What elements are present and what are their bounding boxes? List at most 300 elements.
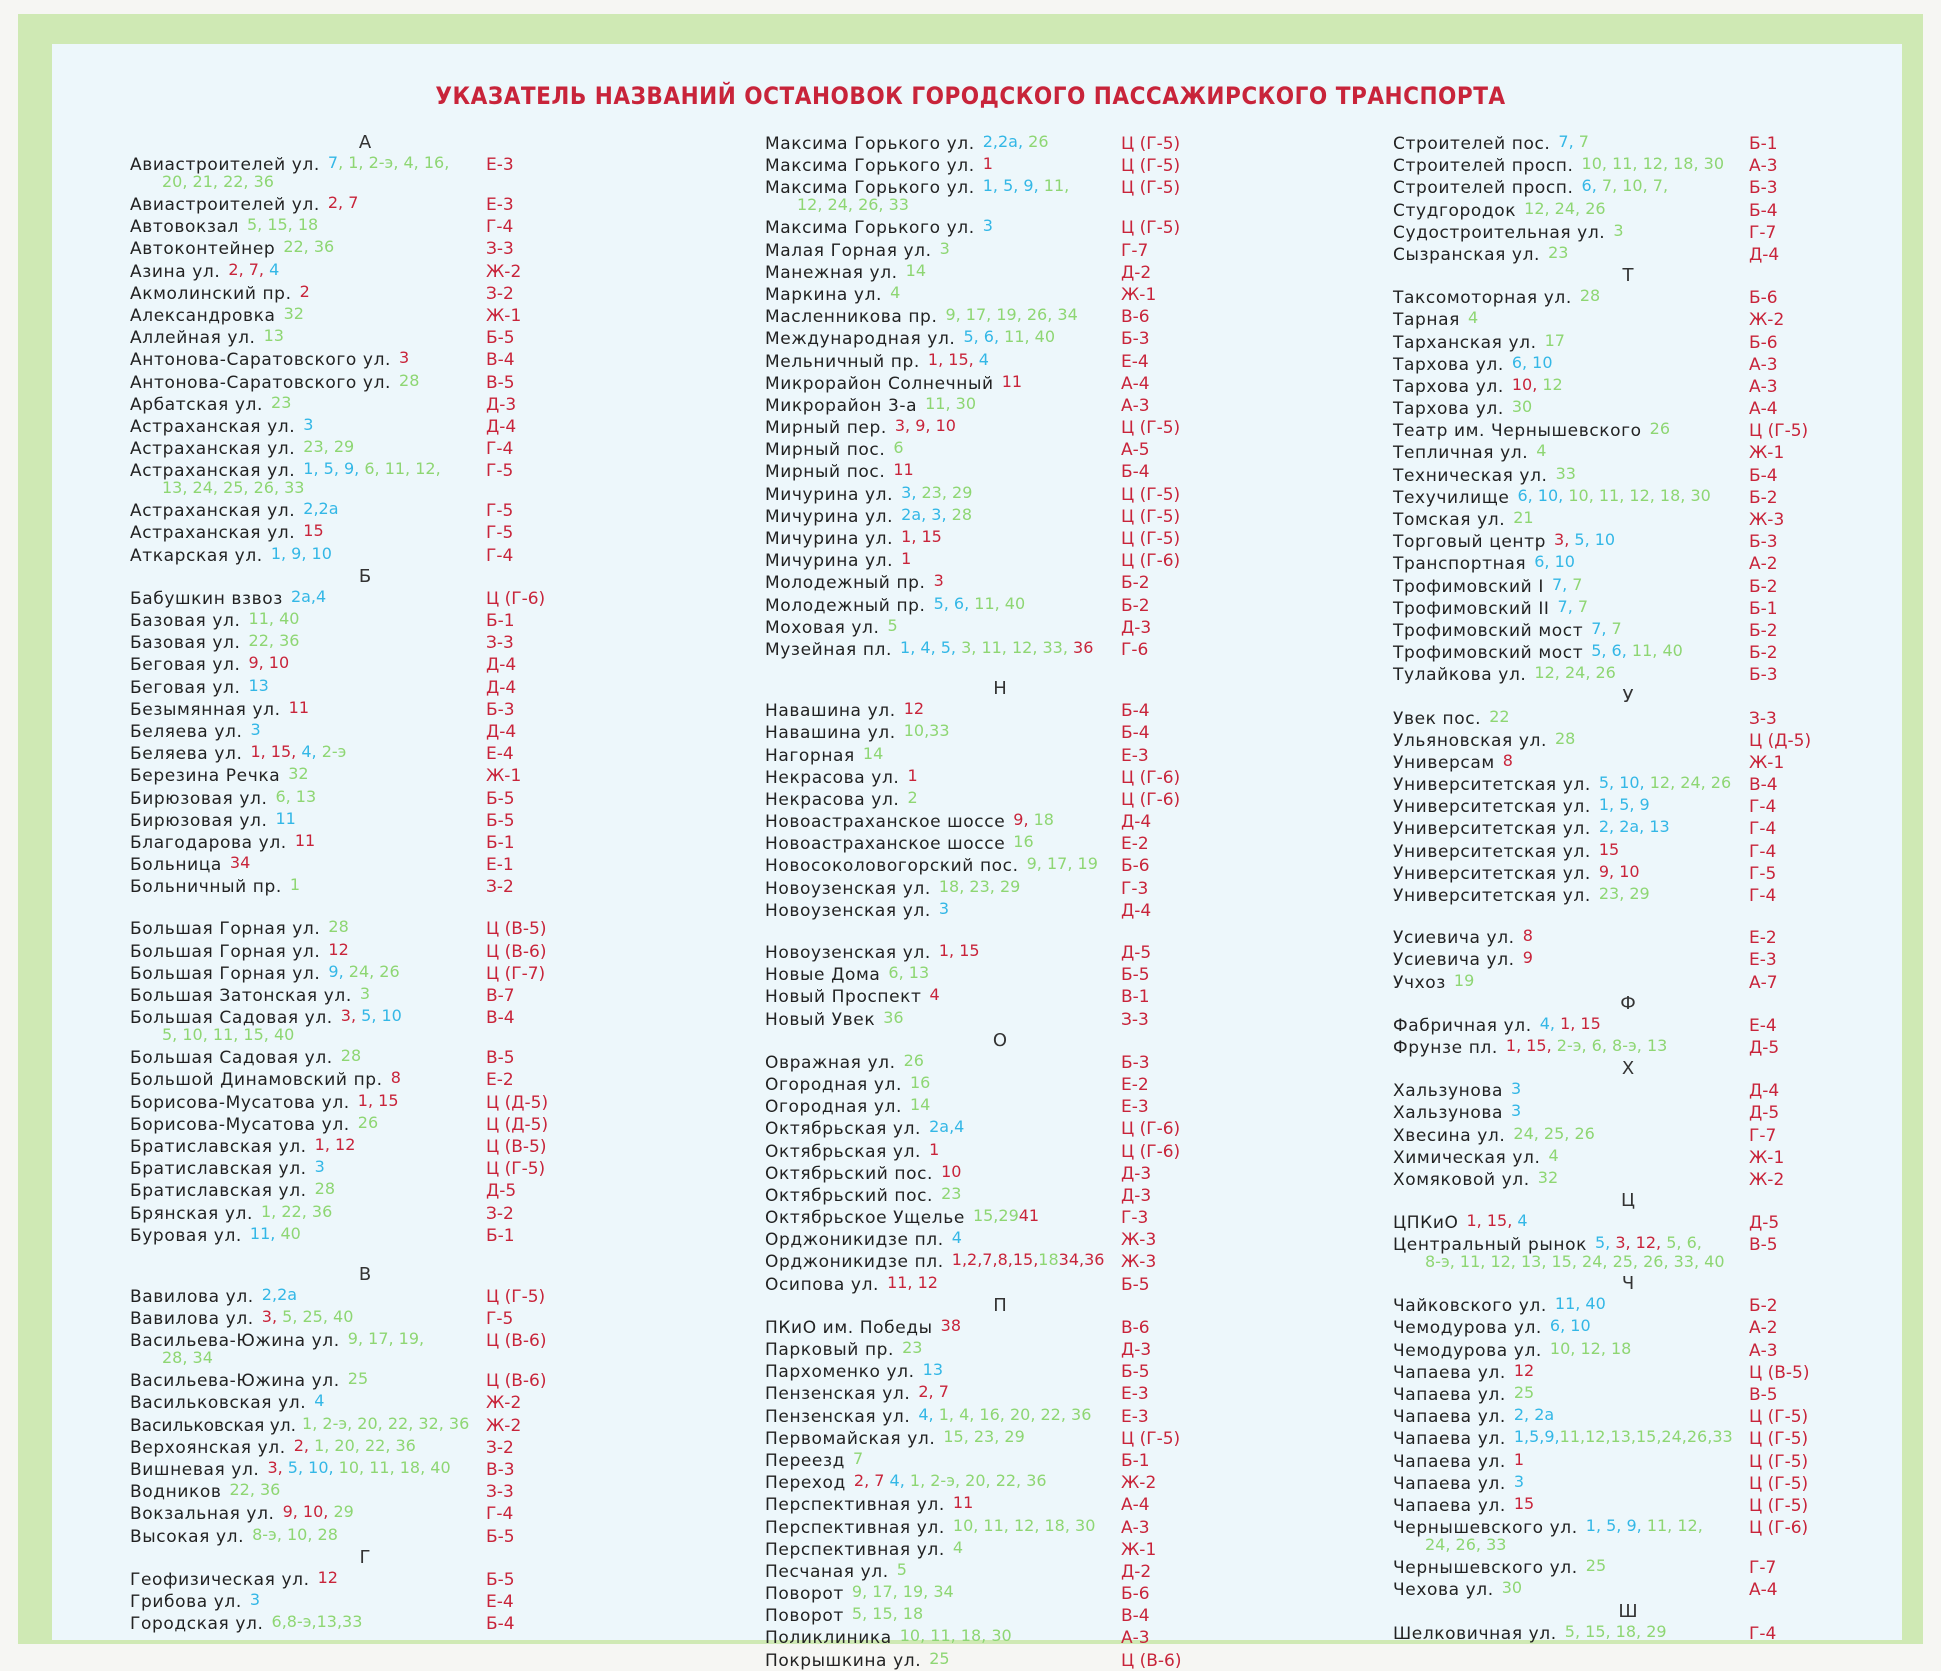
route-list: [1554, 530, 1615, 549]
stop-name: Астраханская ул.: [130, 416, 296, 437]
map-square: В-1: [1121, 987, 1150, 1008]
route-number: 5: [887, 615, 898, 635]
route-number: 1, 9, 10: [270, 543, 332, 563]
stop-entry: [130, 631, 600, 653]
route-list: [1556, 464, 1576, 483]
stop-entry: [1393, 707, 1863, 729]
stop-entry: [130, 1568, 600, 1590]
stop-name: Максима Горького ул.: [765, 218, 975, 239]
route-list: [1536, 441, 1546, 460]
route-list: [272, 1612, 363, 1631]
stop-name: Поворот: [765, 1584, 844, 1605]
stop-name: Астраханская ул.: [130, 461, 296, 482]
route-list: [1580, 286, 1600, 305]
stop-name: Грибова ул.: [130, 1591, 242, 1612]
stop-name: Трофимовский II: [1393, 598, 1550, 619]
route-list: [328, 917, 348, 936]
route-list: [953, 1516, 1095, 1535]
stop-name: Буровая ул.: [130, 1225, 242, 1246]
map-square: А-3: [1749, 1340, 1778, 1361]
stop-entry: [1393, 840, 1863, 862]
stop-name: Водников: [130, 1482, 222, 1503]
stop-entry: [130, 653, 600, 675]
route-list: [290, 875, 300, 894]
route-number: 2, 7,: [228, 259, 265, 279]
stop-name: Моховая ул.: [765, 617, 880, 638]
route-number: 40: [275, 1223, 301, 1243]
stop-entry: [1393, 1014, 1863, 1036]
map-square: Д-3: [486, 394, 517, 415]
stop-entry: [1393, 1233, 1863, 1273]
route-list: [1595, 1233, 1702, 1252]
stop-name: Некрасова ул.: [765, 767, 900, 788]
stop-name: Новый Увек: [765, 1009, 876, 1030]
stop-entry: [765, 963, 1235, 985]
stop-entry: [765, 438, 1235, 460]
map-square: Ц (Д-5): [486, 1092, 549, 1113]
route-list: [910, 1095, 930, 1114]
map-square: Ц (Г-5): [1749, 1407, 1809, 1428]
map-square: Г-5: [486, 523, 514, 544]
map-square: Ц (Г-5): [1121, 529, 1181, 549]
route-number: 5, 10,: [1598, 773, 1645, 793]
route-list: [925, 394, 976, 413]
route-number: 14: [909, 1095, 931, 1115]
stop-entry: [765, 985, 1235, 1007]
route-number: 1: [1513, 1449, 1525, 1469]
route-number: 10,33: [903, 721, 950, 741]
route-number: 11,: [249, 1223, 276, 1243]
stop-entry: [765, 483, 1235, 505]
route-number: 11: [1001, 371, 1023, 391]
route-number: 4,: [1539, 1013, 1555, 1033]
route-list: [303, 415, 313, 434]
stop-name: Переезд: [765, 1450, 845, 1471]
stop-entry: [765, 1073, 1235, 1095]
stop-entry: [765, 1626, 1235, 1648]
stop-name: Чемодурова ул.: [1393, 1318, 1542, 1339]
route-list: [283, 1502, 354, 1521]
stop-name: Октябрьское Ущелье: [765, 1208, 965, 1229]
stop-name: Максима Горького ул.: [765, 134, 975, 154]
route-list: [318, 1568, 338, 1587]
map-square: Д-5: [1749, 1103, 1780, 1124]
route-list: [852, 1582, 954, 1601]
map-square: Ж-2: [486, 1415, 522, 1436]
route-list: [341, 1006, 402, 1025]
map-square: Б-1: [486, 611, 515, 631]
map-square: В-5: [1749, 1235, 1778, 1256]
stop-name: Мирный пос.: [765, 462, 886, 483]
stop-entry: [765, 899, 1235, 921]
route-list: [910, 1073, 930, 1092]
map-square: Е-3: [1121, 745, 1149, 766]
route-list: [900, 638, 1093, 657]
stop-entry: [130, 609, 600, 631]
stop-name: Новоастраханское шоссе: [765, 812, 1006, 833]
route-number: 5, 6,: [963, 327, 1000, 347]
route-number: 3: [399, 348, 410, 368]
stop-entry: [765, 372, 1235, 394]
stop-name: Чайковского ул.: [1393, 1296, 1547, 1317]
route-number: 11, 12,: [1641, 1516, 1703, 1536]
route-list-continued: [162, 1025, 294, 1044]
route-number: 7: [327, 153, 339, 172]
route-number: 9, 10: [1598, 861, 1640, 881]
stop-entry: [130, 764, 600, 786]
route-list: [983, 216, 993, 235]
section-letter: Н: [993, 678, 1007, 700]
stop-name: Техучилище: [1393, 487, 1510, 508]
stop-name: Беговая ул.: [130, 677, 241, 698]
section-letter: Ш: [1618, 1600, 1638, 1622]
map-square: Ж-3: [1749, 510, 1785, 530]
map-square: Ц (Г-7): [486, 963, 546, 984]
route-list: [248, 676, 268, 695]
map-square: Ж-1: [1749, 443, 1785, 464]
route-list: [1514, 1361, 1534, 1380]
stop-entry: [130, 1285, 600, 1307]
route-number: 7,: [1591, 618, 1607, 638]
route-number: 11: [275, 808, 296, 828]
stop-entry: [130, 1414, 600, 1436]
map-square: З-3: [486, 633, 514, 654]
stop-entry: [765, 766, 1235, 788]
stop-name: Увек пос.: [1393, 708, 1482, 729]
route-number: 22, 36: [229, 1480, 281, 1500]
route-list: [302, 1414, 469, 1433]
stop-name: Бирюзовая ул.: [130, 810, 268, 831]
route-number: 7: [1572, 596, 1589, 616]
stop-entry: [130, 544, 600, 566]
stop-entry: [765, 810, 1235, 832]
map-square: Ж-1: [1749, 1147, 1785, 1168]
route-list: [328, 962, 399, 981]
stop-name: Аллейная ул.: [130, 328, 256, 349]
route-number: 2-э, 6, 8-э, 13: [1551, 1035, 1668, 1055]
stop-name: Чапаева ул.: [1393, 1407, 1506, 1428]
stop-entry: [765, 154, 1235, 176]
stop-entry: [130, 1224, 600, 1246]
stop-name: Антонова-Саратовского ул.: [130, 350, 392, 371]
map-square: Ц (Д-5): [1749, 730, 1812, 751]
section-letter: П: [993, 1294, 1007, 1316]
map-square: Е-3: [486, 195, 514, 215]
route-list: [1514, 1494, 1534, 1513]
route-number: 6, 11, 12,: [359, 459, 441, 479]
map-square: Е-4: [1121, 351, 1149, 372]
stop-entry: [130, 787, 600, 809]
stop-entry: [1393, 464, 1863, 486]
route-number: 2а, 3,: [901, 504, 947, 524]
route-number: 34,36: [1058, 1250, 1105, 1270]
map-square: Г-4: [1749, 841, 1777, 862]
map-square: З-3: [486, 239, 514, 260]
stop-entry: [765, 327, 1235, 349]
route-number: 1, 15: [901, 527, 942, 546]
stop-name: Университетская ул.: [1393, 841, 1591, 862]
map-square: А-4: [1749, 399, 1778, 420]
route-number: 23: [271, 392, 292, 412]
route-number: 5, 6,: [1591, 641, 1627, 661]
route-number: 1, 12: [314, 1134, 356, 1154]
route-number: 24, 25, 26: [1513, 1123, 1595, 1143]
stop-entry: [765, 1538, 1235, 1560]
stop-name: Хальзунова: [1393, 1103, 1504, 1124]
route-number: 1, 4, 5,: [900, 637, 956, 657]
route-list: [941, 1316, 961, 1335]
stop-name: Огородная ул.: [765, 1074, 902, 1095]
stop-entry: [1393, 1556, 1863, 1578]
route-number: 4: [929, 985, 940, 1005]
route-list: [275, 809, 295, 828]
stop-name: Ульяновская ул.: [1393, 730, 1547, 751]
route-number: 11, 40: [248, 609, 300, 628]
route-number: 18, 23, 29: [938, 876, 1021, 896]
map-square: Б-4: [1121, 701, 1150, 722]
route-number: 17: [1544, 330, 1565, 350]
stop-entry: [130, 1006, 600, 1046]
route-list: [923, 1360, 943, 1379]
stop-entry: [765, 1206, 1235, 1228]
route-number: 8-э, 10, 28: [252, 1524, 338, 1544]
route-number: 1, 2-э, 20, 22, 36: [904, 1471, 1047, 1491]
route-list: [893, 460, 913, 479]
stop-entry: [765, 1140, 1235, 1162]
route-list: [1466, 1211, 1527, 1230]
stop-name: Большая Садовая ул.: [130, 1008, 333, 1029]
route-list: [262, 1307, 354, 1326]
map-square: В-4: [1121, 1606, 1150, 1627]
stop-name: Международная ул.: [765, 329, 956, 350]
stop-name: Манежная ул.: [765, 262, 898, 283]
stop-entry: [1393, 1124, 1863, 1146]
map-square: Г-4: [486, 545, 514, 566]
route-list: [1514, 1472, 1524, 1491]
stop-entry: [130, 153, 600, 193]
stop-entry: [130, 1202, 600, 1224]
map-square: Ц (Г-6): [1121, 1141, 1181, 1162]
stop-entry: [765, 638, 1235, 660]
stop-name: Университетская ул.: [1393, 819, 1591, 840]
stop-entry: [1393, 508, 1863, 530]
map-square: Е-3: [1121, 1384, 1149, 1405]
route-number: 5, 15, 18, 29: [1564, 1621, 1667, 1641]
stop-name: Арбатская ул.: [130, 394, 264, 415]
stop-name: Парковый пр.: [765, 1340, 895, 1360]
route-list: [893, 438, 903, 457]
route-number: 1, 5, 9,: [1585, 1516, 1642, 1536]
section-letter: Ф: [1620, 992, 1636, 1014]
stop-name: Максима Горького ул.: [765, 178, 975, 199]
route-list: [295, 831, 315, 850]
stop-entry: [130, 1046, 600, 1068]
stop-name: Авиастроителей ул.: [130, 195, 320, 215]
route-list: [887, 1273, 938, 1292]
map-square: В-5: [1749, 1385, 1778, 1405]
stop-entry: [1393, 286, 1863, 308]
stop-name: Чапаева ул.: [1393, 1429, 1506, 1450]
route-list: [360, 984, 370, 1003]
map-square: В-4: [486, 350, 515, 371]
route-list: [941, 1162, 961, 1181]
stop-name: Беговая ул.: [130, 655, 241, 676]
route-number: 11: [952, 1493, 974, 1513]
stop-entry: [130, 1157, 600, 1179]
route-number: 26: [903, 1050, 924, 1070]
map-square: З-2: [486, 877, 514, 898]
stop-entry: [130, 348, 600, 370]
stop-entry: [765, 877, 1235, 899]
stop-name: Благодарова ул.: [130, 832, 287, 853]
stop-name: Музейная пл.: [765, 639, 893, 660]
stop-name: Навашина ул.: [765, 701, 896, 722]
stop-entry: [1393, 663, 1863, 685]
index-column-2: [765, 132, 1235, 1671]
stop-name: Вавилова ул.: [130, 1286, 254, 1307]
map-square: З-3: [486, 1482, 514, 1503]
stop-entry: [765, 460, 1235, 482]
stop-entry: [1393, 353, 1863, 375]
stop-name: Университетская ул.: [1393, 886, 1591, 906]
stop-name: Больница: [130, 855, 222, 876]
map-square: Г-5: [1749, 863, 1777, 884]
route-number: 2: [299, 281, 310, 301]
stop-name: Астраханская ул.: [130, 523, 296, 544]
route-number: 8-э, 11, 12, 13, 15, 24, 25, 26, 33, 40: [1425, 1252, 1725, 1272]
stop-name: Азина ул.: [130, 261, 221, 282]
route-list: [275, 787, 316, 806]
map-square: Д-4: [1121, 812, 1152, 833]
map-square: Ж-2: [1749, 310, 1785, 331]
route-number: 6, 10,: [1517, 485, 1564, 505]
stop-entry: [765, 616, 1235, 638]
map-square: Е-1: [486, 855, 514, 876]
route-list: [289, 698, 309, 717]
stop-name: Октябрьский пос.: [765, 1185, 934, 1206]
map-square: Ц (В-6): [486, 941, 547, 962]
stop-entry: [130, 875, 600, 897]
route-number: 28, 34: [162, 1348, 213, 1368]
map-square: Г-5: [486, 501, 514, 522]
route-list: [294, 1436, 416, 1455]
route-number: 6, 10: [1534, 552, 1575, 572]
stop-name: Химическая ул.: [1393, 1147, 1541, 1168]
stop-entry: [1393, 948, 1863, 970]
route-number: 3, 9, 10: [894, 416, 956, 436]
stop-entry: [765, 1382, 1235, 1404]
stop-name: Трофимовский I: [1393, 576, 1544, 597]
stop-name: Томская ул.: [1393, 510, 1506, 530]
map-square: Б-6: [1749, 288, 1778, 309]
route-number: 28: [340, 1046, 362, 1066]
stop-name: Беляева ул.: [130, 721, 243, 742]
stop-entry: [130, 499, 600, 521]
route-list: [247, 215, 318, 234]
stop-entry: [1393, 331, 1863, 353]
route-number: 5,: [1594, 1233, 1611, 1253]
route-list: [1545, 331, 1565, 350]
map-square: Г-3: [1121, 878, 1149, 899]
route-number: 13: [263, 326, 284, 346]
stop-name: Новоузенская ул.: [765, 878, 931, 899]
stop-name: Березина Речка: [130, 766, 281, 787]
route-list: [943, 1427, 1024, 1446]
stop-name: Бабушкин взвоз: [130, 588, 283, 609]
route-number: 3: [982, 216, 993, 236]
map-square: Ц (Г-5): [1121, 156, 1181, 177]
route-list: [902, 1338, 922, 1357]
map-square: Б-5: [486, 1526, 515, 1547]
stop-name: Техническая ул.: [1393, 465, 1548, 486]
route-number: 15,29: [972, 1206, 1019, 1226]
route-list: [1582, 154, 1724, 173]
stop-entry: [130, 917, 600, 939]
stop-name: Безымянная ул.: [130, 699, 281, 720]
route-number: 5, 6,: [933, 593, 970, 613]
route-list: [1599, 862, 1640, 881]
stop-name: Васильева-Южина ул.: [130, 1331, 340, 1352]
stop-entry: [130, 720, 600, 742]
route-list: [934, 594, 1026, 613]
stop-name: Молодежный пр.: [765, 573, 926, 594]
route-number: 30: [1501, 1578, 1523, 1598]
route-number: 25: [929, 1648, 950, 1668]
route-list: [341, 1046, 361, 1065]
section-letter: О: [992, 1029, 1008, 1051]
route-number: 3,: [340, 1006, 357, 1026]
route-list-continued: [1425, 1535, 1506, 1554]
stop-entry: [1393, 1146, 1863, 1168]
map-square: З-3: [1749, 708, 1777, 729]
map-square: Б-2: [1749, 1296, 1778, 1317]
route-list: [230, 853, 250, 872]
route-list: [1454, 971, 1474, 990]
route-number: 11: [893, 460, 914, 480]
stop-name: Транспортная: [1393, 554, 1527, 575]
map-square: Ц (В-6): [486, 1331, 547, 1352]
map-square: Д-5: [486, 1181, 517, 1202]
route-number: 3: [314, 1157, 325, 1177]
route-number: 8: [1522, 926, 1533, 946]
stop-entry: [1393, 926, 1863, 948]
route-list: [1514, 1383, 1534, 1402]
route-number: 2, 7: [853, 1471, 885, 1491]
route-number: 23: [902, 1338, 923, 1357]
route-list: [1548, 1146, 1558, 1165]
map-square: Б-3: [1121, 329, 1150, 350]
stop-name: Хомяковой ул.: [1393, 1169, 1530, 1190]
route-list: [852, 1604, 923, 1623]
route-number: 6: [893, 438, 904, 458]
route-list-continued: [797, 195, 909, 214]
route-number: 1,5,9,: [1513, 1427, 1560, 1447]
route-number: 28: [314, 1179, 336, 1199]
route-list-continued: [162, 172, 274, 191]
stop-entry: [1393, 1079, 1863, 1101]
map-square: А-3: [1121, 1517, 1150, 1538]
route-number: 36: [1067, 637, 1094, 657]
route-number: 2,2а,: [982, 132, 1024, 151]
stop-name: Новосоколовогорский пос.: [765, 856, 1019, 877]
route-number: 2, 2а, 13: [1598, 817, 1670, 837]
map-square: Г-4: [1749, 797, 1777, 818]
stop-entry: [130, 1369, 600, 1391]
map-square: Б-1: [1121, 1450, 1150, 1471]
route-number: 2,2а: [303, 499, 339, 519]
stop-entry: [130, 587, 600, 609]
route-number: 5, 25, 40: [277, 1307, 354, 1327]
